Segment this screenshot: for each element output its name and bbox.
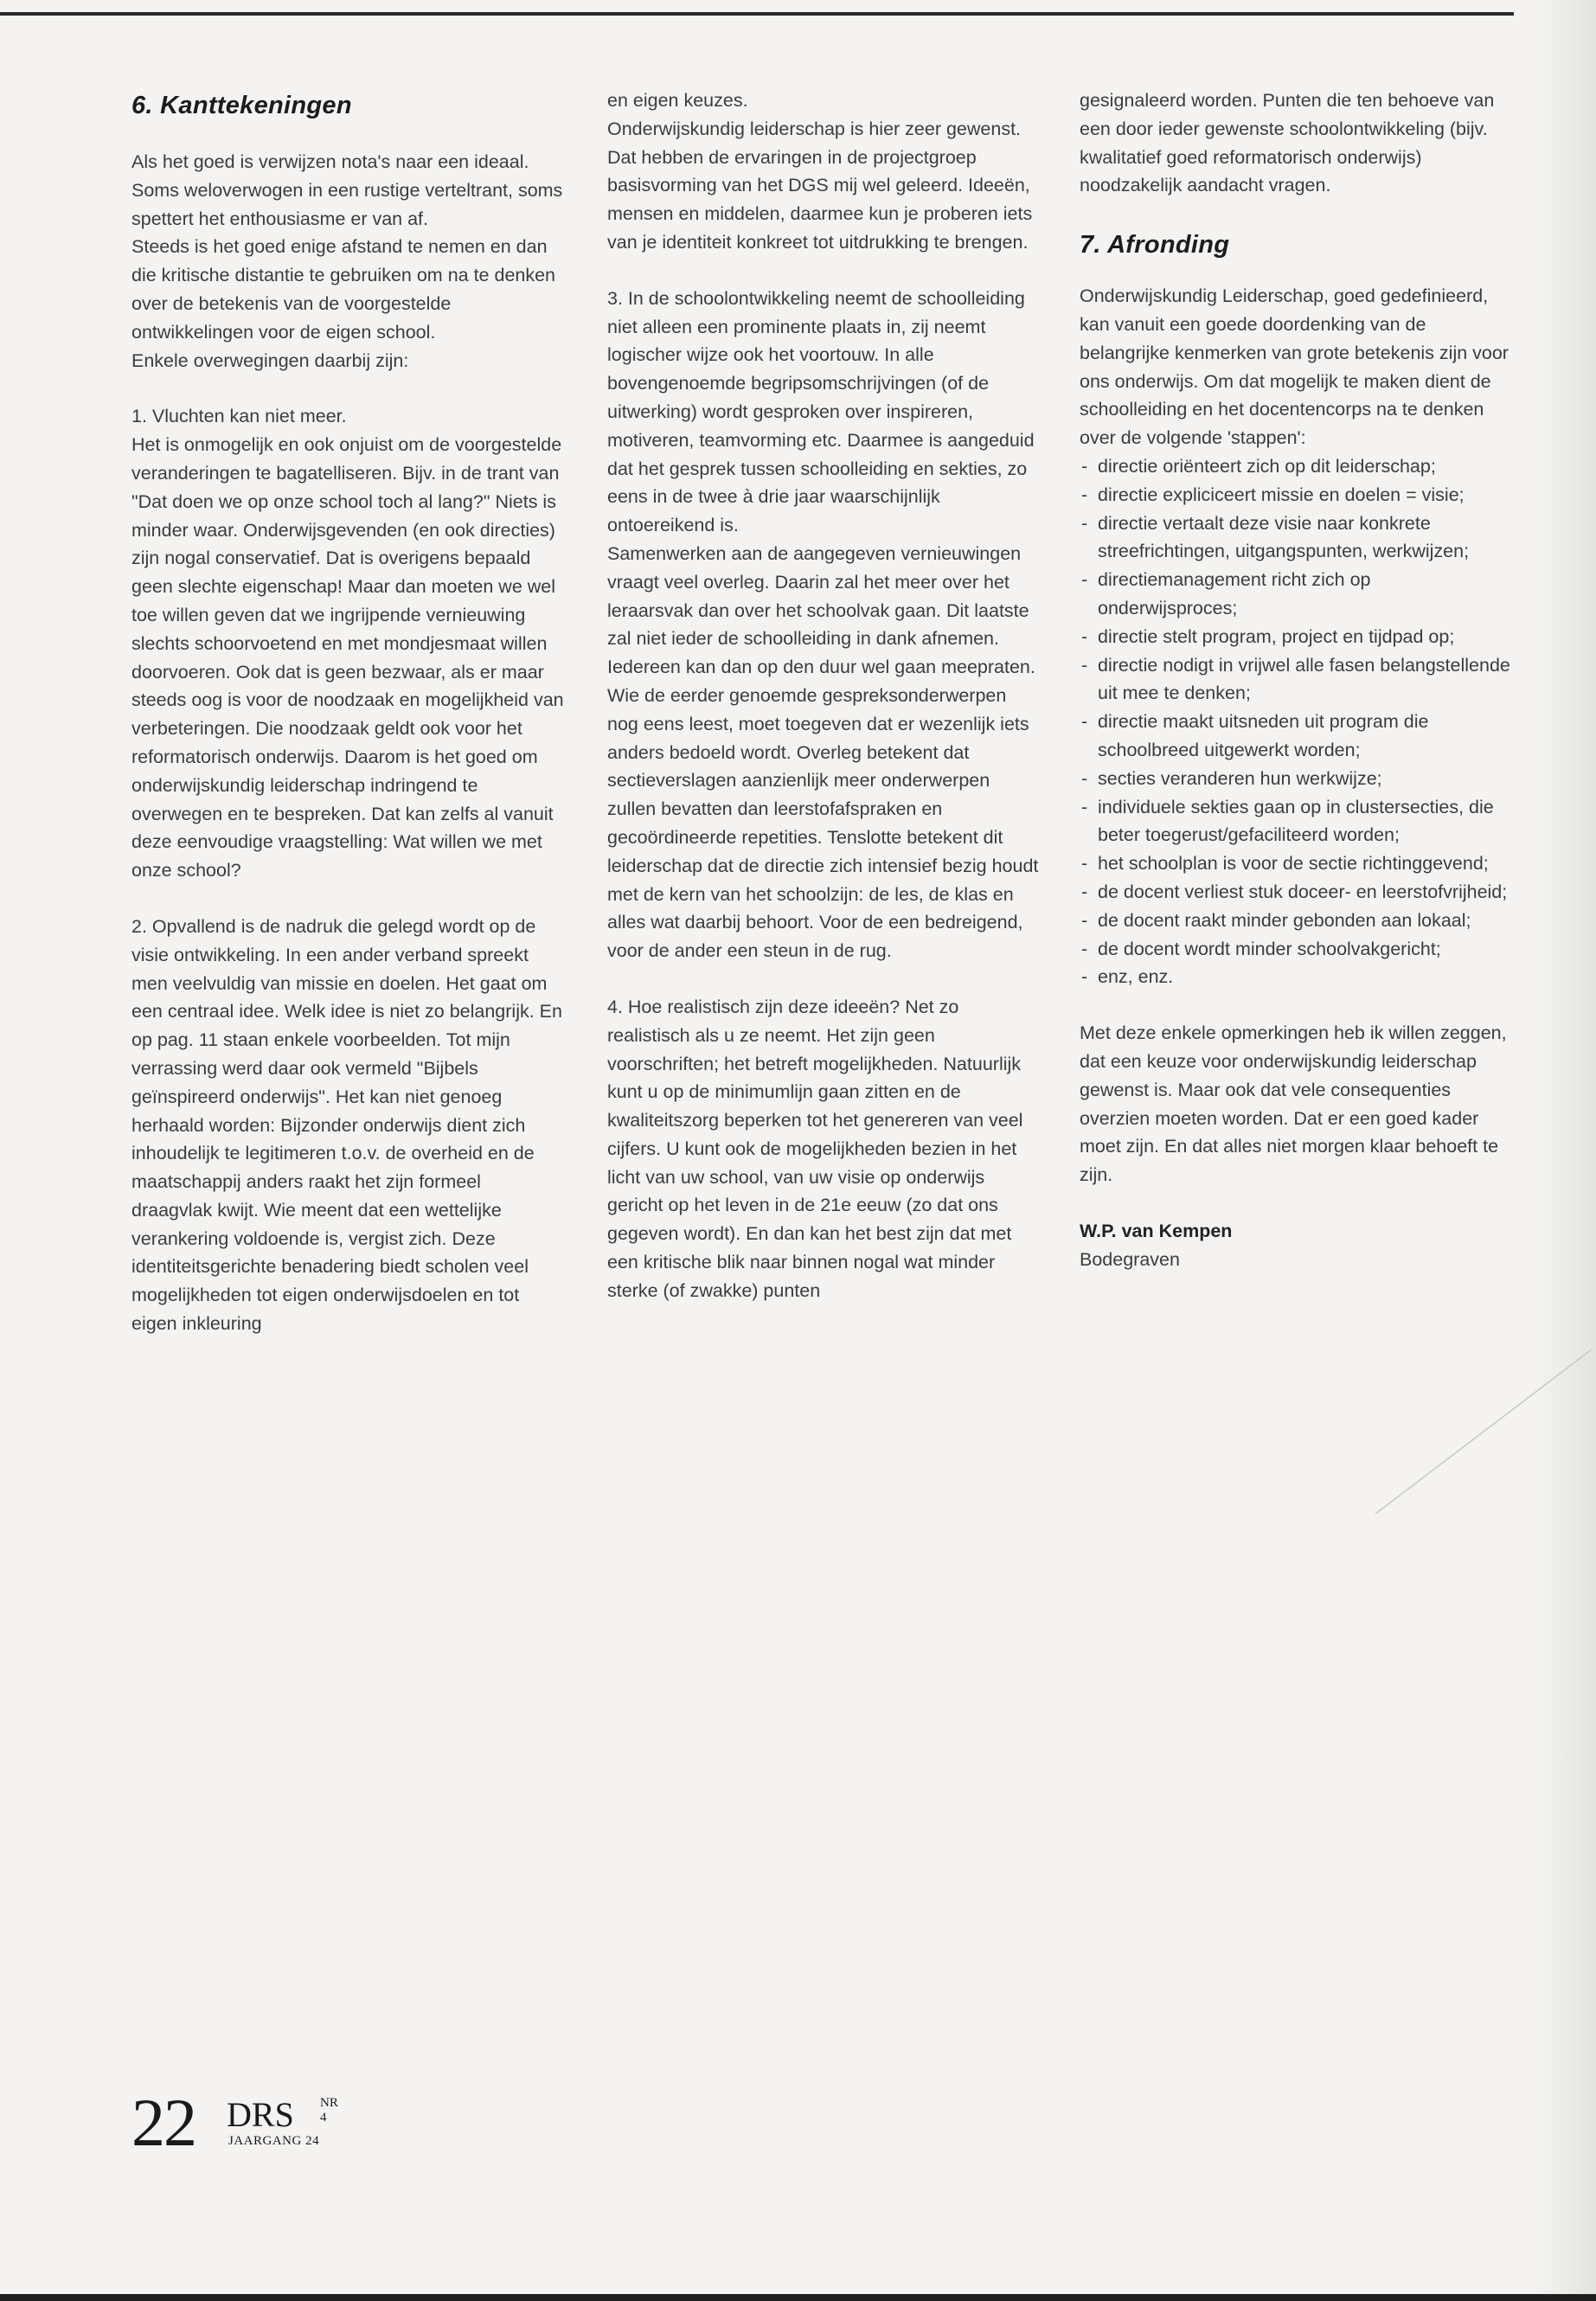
section-heading-afronding: 7. Afronding: [1080, 231, 1230, 260]
volume-label: JAARGANG 24: [228, 2134, 320, 2148]
issue-number: NR 4: [320, 2096, 338, 2125]
list-item: - de docent verliest stuk doceer- en leerstofvrijheid;: [1080, 878, 1512, 907]
list-item: - de docent wordt minder schoolvakgericht;: [1080, 935, 1512, 964]
section-heading-kanttekeningen: 6. Kanttekeningen: [131, 92, 352, 119]
paragraph: Het is onmogelijk en ook onjuist om de voorgestelde veranderingen te bagatelliseren. Bijv. in de trant van "Dat doen we op onze school toch al lang?" Niets is minder waar. Onderwijsgevenden (en ook directies) zijn nogal conservatief. Dat is overigens bepaald geen slechte eigenschap! Maar dan moeten we wel toe willen geven dat we ingrijpende vernieuwing slechts schoorvoetend en met mondjesmaat willen doorvoeren. Ook dat is geen bezwaar, als er maar steeds oog is voor de noodzaak en mogelijkheid van verbeteringen. Die noodzaak geldt ook voor het reformatorisch onderwijs. Daarom is het goed om onderwijskundig leiderschap indringend te overwegen en te bespreken. Dat kan zelfs al vanuit deze eenvoudige vraagstelling: Wat willen we met onze school?: [131, 434, 564, 881]
paragraph: Samenwerken aan de aangegeven vernieuwingen vraagt veel overleg. Daarin zal het meer over het leraarsvak dan over het schoolvak gaan. Dit laatste zal niet ieder de schoolleiding in dank afnemen. Iedereen kan dan op den duur wel gaan meepraten. Wie de eerder genoemde gespreksonderwerpen nog eens leest, moet toegeven dat er wezenlijk iets anders bedoeld wordt. Overleg betekent dat sectieverslagen aanzienlijk meer onderwerpen zullen bevatten dan leerstofafspraken en gecoördineerde repetities. Tenslotte betekent dit leiderschap dat de directie zich intensief bezig houdt met de kern van het schoolzijn: de les, de klas en alles wat daarbij behoort. Voor de een bedreigend, voor de ander een steun in de rug.: [607, 542, 1039, 962]
paragraph: 4. Hoe realistisch zijn deze ideeën? Net zo realistisch als u ze neemt. Het zijn geen voorschriften; het betreft mogelijkheden. Natuurlijk kunt u op de minimumlijn gaan zitten en de kwaliteitszorg beperken tot het genereren van veel cijfers. U kunt ook de mogelijkheden bezien in het licht van uw school, van uw visie op onderwijs gericht op het leven in de 21e eeuw (zo dat ons gegeven wordt). En dan kan het best zijn dat met een kritische blik naar binnen nogal wat minder sterke (of zwakke) punten: [607, 996, 1023, 1301]
list-item: - secties veranderen hun werkwijze;: [1080, 765, 1512, 793]
paragraph: Steeds is het goed enige afstand te nemen en dan die kritische distantie te gebruiken om na te denken over de betekenis van de voorgestelde ontwikkelingen voor de eigen school.: [131, 236, 556, 343]
list-item: - directie expliciceert missie en doelen = visie;: [1080, 481, 1512, 510]
column-2: [607, 87, 1040, 1305]
paragraph: Enkele overwegingen daarbij zijn:: [131, 349, 409, 371]
steps-list: [1080, 452, 1512, 991]
paragraph: 3. In de schoolontwikkeling neemt de schoolleiding niet alleen een prominente plaats in, zij neemt logischer wijze ook het voortouw. In alle bovengenoemde begripsomschrijvingen (of de uitwerking) wordt gesproken over inspireren, motiveren, teamvorming etc. Daarmee is aangeduid dat het gesprek tussen schoolleiding en sekties, zo eens in de twee à drie jaar waarschijnlijk ontoereikend is.: [607, 287, 1035, 536]
closing-paragraph: Met deze enkele opmerkingen heb ik willen zeggen, dat een keuze voor onderwijskundig leiderschap gewenst is. Maar ook dat vele consequenties overzien moeten worden. Dat er een goed kader moet zijn. En dat alles niet morgen klaar behoeft te zijn.: [1080, 1022, 1507, 1186]
pencil-mark: [1375, 1349, 1596, 1514]
list-item: - directie maakt uitsneden uit program die schoolbreed uitgewerkt worden;: [1080, 708, 1512, 765]
author-place: Bodegraven: [1080, 1248, 1180, 1270]
column-3: [1080, 87, 1512, 1273]
point-1-title: 1. Vluchten kan niet meer.: [131, 406, 347, 427]
page-edge-shadow: [1535, 0, 1596, 2301]
list-item: - individuele sekties gaan op in clustersecties, die beter toegerust/gefaciliteerd worden;: [1080, 793, 1512, 850]
paragraph: 2. Opvallend is de nadruk die gelegd wordt op de visie ontwikkeling. In een ander verband spreekt men veelvuldig van missie en doelen. Het gaat om een centraal idee. Welk idee is niet zo belangrijk. En op pag. 11 staan enkele voorbeelden. Tot mijn verrassing werd daar ook vermeld "Bijbels geïnspireerd onderwijs". Het kan niet genoeg herhaald worden: Bijzonder onderwijs dient zich inhoudelijk te legitimeren t.o.v. de overheid en de maatschappij anders raakt het zijn formeel draagvlak kwijt. Wie meent dat een wettelijke verankering voldoende is, vergist zich. Deze identiteitsgerichte benadering biedt scholen veel mogelijkheden tot eigen onderwijsdoelen en tot eigen inkleuring: [131, 915, 562, 1335]
page-number: 22: [131, 2085, 195, 2160]
list-item: - directie nodigt in vrijwel alle fasen belangstellende uit mee te denken;: [1080, 651, 1512, 708]
list-item: - directiemanagement richt zich op onderwijsproces;: [1080, 566, 1512, 623]
bottom-rule: [0, 2294, 1596, 2301]
paragraph: Onderwijskundig Leiderschap, goed gedefinieerd, kan vanuit een goede doordenking van de belangrijke kenmerken van grote betekenis zijn voor ons onderwijs. Om dat mogelijk te maken dient de schoolleiding en het docentencorps na te denken over de volgende 'stappen':: [1080, 285, 1509, 449]
paragraph: gesignaleerd worden. Punten die ten behoeve van een door ieder gewenste schoolontwikkeling (bijv. kwalitatief goed reformatorisch onderwijs) noodzakelijk aandacht vragen.: [1080, 90, 1495, 196]
paragraph: Onderwijskundig leiderschap is hier zeer gewenst. Dat hebben de ervaringen in de projectgroep basisvorming van het DGS mij wel geleerd. Ideeën, mensen en middelen, daarmee kun je proberen iets van je identiteit konkreet tot uitdrukking te brengen.: [607, 118, 1033, 253]
paragraph: en eigen keuzes.: [607, 90, 748, 111]
list-item: - directie vertaalt deze visie naar konkrete streefrichtingen, uitgangspunten, werkwijzen;: [1080, 510, 1512, 567]
magazine-logo: DRS: [227, 2095, 294, 2134]
column-1: [131, 87, 564, 1338]
list-item: - directie oriënteert zich op dit leiderschap;: [1080, 452, 1512, 481]
list-item: - het schoolplan is voor de sectie richtinggevend;: [1080, 849, 1512, 878]
list-item: - enz, enz.: [1080, 963, 1512, 991]
paragraph: Als het goed is verwijzen nota's naar een ideaal. Soms weloverwogen in een rustige verteltrant, soms spettert het enthousiasme er van af.: [131, 151, 563, 229]
list-item: - directie stelt program, project en tijdpad op;: [1080, 623, 1512, 651]
author-name: W.P. van Kempen: [1080, 1220, 1233, 1241]
list-item: - de docent raakt minder gebonden aan lokaal;: [1080, 907, 1512, 935]
top-rule: [0, 12, 1514, 16]
